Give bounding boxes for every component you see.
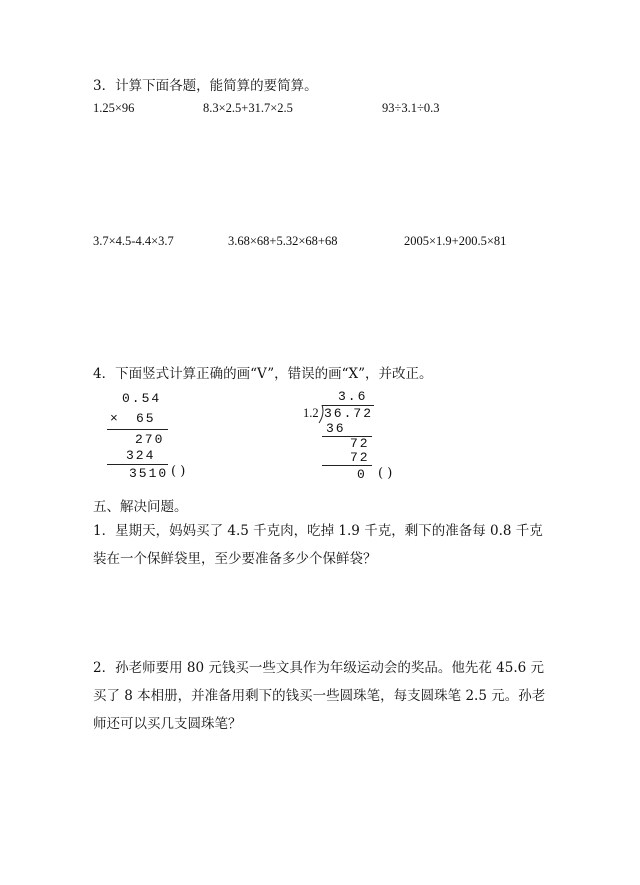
multiply-operator: × — [110, 411, 120, 426]
word-problem-2: 2．孙老师要用 80 元钱买一些文具作为年级运动会的奖品。他先花 45.6 元买了 8 本相册，并准备用剩下的钱买一些圆珠笔，每支圆珠笔 2.5 元。孙老师还可以买几支圆珠笔？ — [93, 660, 546, 732]
section-3-title: 3．计算下面各题，能简算的要简算。 — [93, 78, 318, 94]
problem-3: 93÷3.1÷0.3 — [382, 101, 440, 115]
partial-product-1: 270 — [135, 432, 165, 447]
division-step-1: 36 — [326, 421, 346, 436]
section-5-title: 五、解决问题。 — [93, 499, 188, 515]
answer-box-div[interactable]: ( ) — [378, 466, 393, 481]
divisor: 1.2 — [303, 406, 319, 420]
problem-5: 3.68×68+5.32×68+68 — [228, 234, 338, 248]
mult-line-1 — [107, 429, 168, 430]
multiplier: 65 — [136, 411, 156, 426]
dividend: 36.72 — [324, 406, 374, 421]
division-line-2 — [322, 465, 372, 466]
remainder: 0 — [357, 467, 367, 482]
problem-4: 3.7×4.5-4.4×3.7 — [93, 234, 174, 248]
multiplicand: 0.54 — [122, 391, 162, 406]
mult-line-2 — [107, 464, 168, 465]
division-step-3: 72 — [350, 450, 370, 465]
quotient: 3.6 — [338, 389, 368, 404]
problem-2: 8.3×2.5+31.7×2.5 — [203, 101, 293, 115]
problem-1: 1.25×96 — [93, 101, 135, 115]
problem-6: 2005×1.9+200.5×81 — [404, 234, 507, 248]
product-result: 3510 — [129, 466, 169, 481]
partial-product-2: 324 — [126, 448, 156, 463]
section-4-title: 4．下面竖式计算正确的画“V”，错误的画“X”，并改正。 — [93, 366, 433, 382]
word-problem-1: 1．星期天，妈妈买了 4.5 千克肉，吃掉 1.9 千克，剩下的准备每 0.8 千克装在一个保鲜袋里，至少要准备多少个保鲜袋？ — [93, 523, 543, 567]
division-step-2: 72 — [350, 436, 370, 451]
answer-box-mult[interactable]: ( ) — [171, 464, 186, 479]
